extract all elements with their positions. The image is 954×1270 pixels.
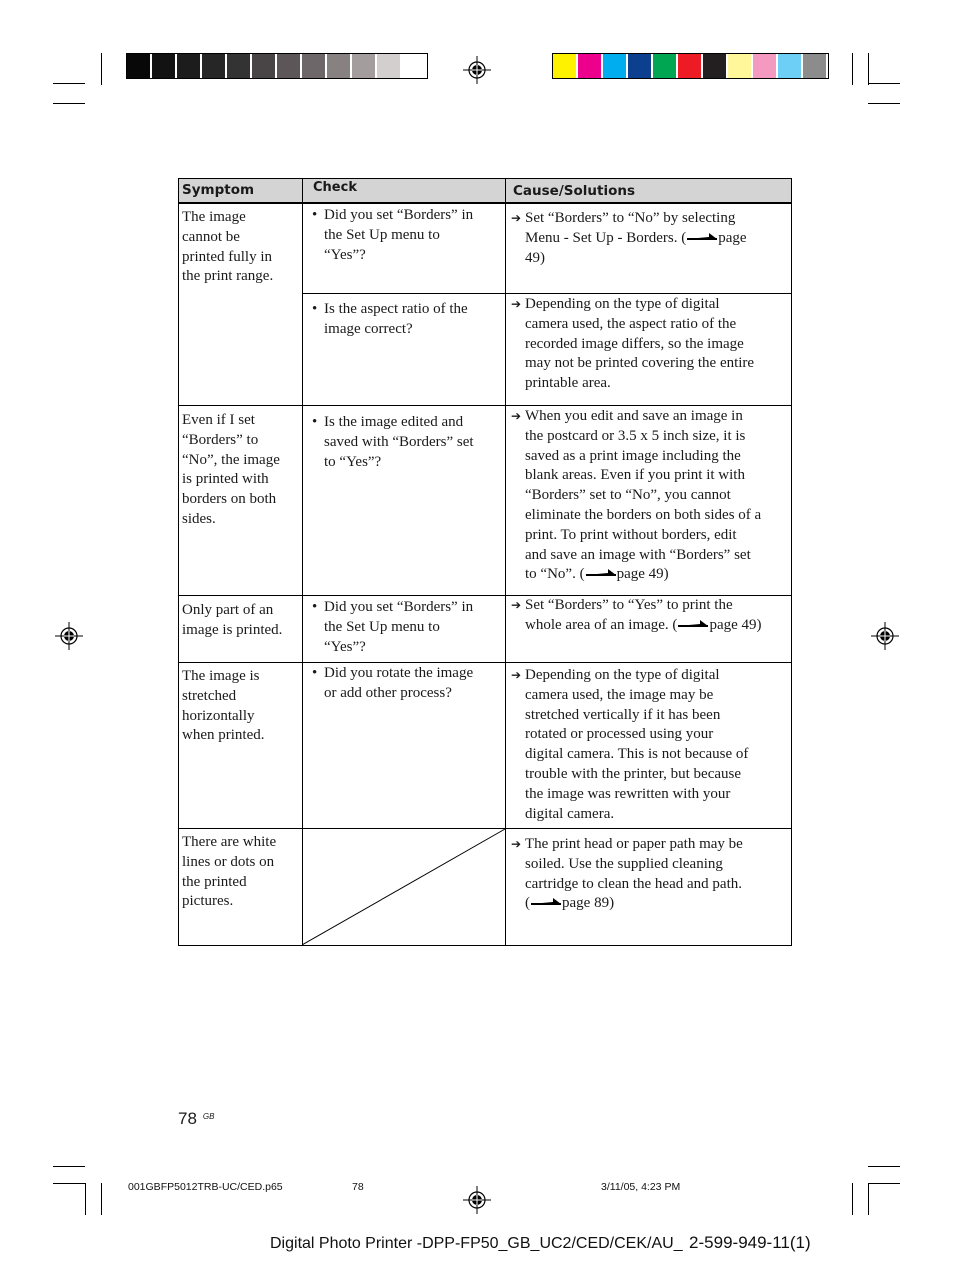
solution-line: the image was rewritten with your bbox=[525, 785, 731, 802]
registration-mark-icon bbox=[871, 622, 899, 650]
solution-line: blank areas. Even if you print it with bbox=[525, 467, 745, 484]
symptom-line: Even if I set bbox=[182, 412, 255, 428]
solution-line: may not be printed covering the entire bbox=[525, 355, 755, 372]
symptom-line: when printed. bbox=[182, 727, 265, 744]
solution-line: digital camera. This is not because of bbox=[525, 746, 749, 763]
arrow-right-icon: ➔ bbox=[511, 297, 522, 311]
color-bar-frame bbox=[552, 53, 829, 79]
bullet-icon: • bbox=[312, 414, 318, 430]
check-line: Is the aspect ratio of the bbox=[324, 301, 468, 317]
symptom-line: cannot be bbox=[182, 228, 240, 245]
check-line: to “Yes”? bbox=[324, 453, 382, 470]
solution-line: 49) bbox=[525, 249, 545, 266]
check-line: Did you set “Borders” in bbox=[324, 599, 474, 615]
symptom-cell bbox=[182, 667, 300, 746]
arrow-right-icon: ➔ bbox=[511, 837, 522, 851]
check-line: Did you set “Borders” in bbox=[324, 207, 474, 223]
page-ref-arrow-icon bbox=[687, 231, 717, 241]
symptom-line: Only part of an bbox=[182, 602, 274, 618]
product-footer bbox=[270, 1233, 811, 1253]
troubleshooting-table bbox=[178, 178, 792, 946]
registration-mark-icon bbox=[55, 622, 83, 650]
color-bar-frame bbox=[126, 53, 428, 79]
check-line: “Yes”? bbox=[324, 246, 366, 263]
solution-line: Set “Borders” to “No” by selecting bbox=[525, 210, 736, 226]
symptom-line: horizontally bbox=[182, 707, 255, 724]
solution-line: trouble with the printer, but because bbox=[525, 765, 741, 782]
solution-line: and save an image with “Borders” set bbox=[525, 546, 751, 563]
solution-line: Set “Borders” to “Yes” to print the bbox=[525, 597, 733, 613]
bullet-icon: • bbox=[312, 207, 318, 223]
solution-line: digital camera. bbox=[525, 805, 615, 822]
solution-line: “Borders” set to “No”, you cannot bbox=[525, 487, 731, 504]
symptom-line: “Borders” to bbox=[182, 431, 259, 448]
registration-mark-icon bbox=[463, 1186, 491, 1214]
check-line: Is the image edited and bbox=[324, 414, 464, 430]
check-line: image correct? bbox=[324, 320, 413, 337]
solution-item bbox=[511, 407, 789, 585]
arrow-right-icon: ➔ bbox=[511, 409, 522, 423]
check-line: the Set Up menu to bbox=[324, 226, 440, 243]
registration-mark-icon bbox=[463, 56, 491, 84]
page-ref-arrow-icon bbox=[678, 618, 708, 628]
slug-filename: 001GBFP5012TRB-UC/CED.p65 bbox=[128, 1181, 283, 1193]
bullet-icon: • bbox=[312, 301, 318, 317]
symptom-line: printed fully in bbox=[182, 248, 272, 265]
empty-cell-diagonal bbox=[302, 828, 506, 946]
solution-line: cartridge to clean the head and path. bbox=[525, 875, 742, 892]
symptom-line: The image bbox=[182, 209, 246, 225]
header-cause-solutions: Cause/Solutions bbox=[513, 183, 635, 199]
symptom-line: pictures. bbox=[182, 893, 234, 910]
solution-line: Menu - Set Up - Borders. ( page bbox=[525, 229, 747, 246]
symptom-line: lines or dots on bbox=[182, 853, 275, 870]
solution-line: ( page 89) bbox=[525, 895, 615, 912]
symptom-line: borders on both bbox=[182, 491, 277, 508]
check-line: Did you rotate the image bbox=[324, 665, 474, 681]
page-ref-arrow-icon bbox=[531, 896, 561, 906]
page-number-block bbox=[178, 1109, 214, 1129]
arrow-right-icon: ➔ bbox=[511, 668, 522, 682]
solution-line: camera used, the image may be bbox=[525, 686, 714, 703]
check-item bbox=[312, 206, 504, 265]
solution-item bbox=[511, 835, 789, 914]
solution-line: whole area of an image. ( page 49) bbox=[525, 616, 762, 633]
page-language: GB bbox=[202, 1112, 215, 1121]
header-check: Check bbox=[313, 180, 357, 195]
solution-line: Depending on the type of digital bbox=[525, 296, 720, 312]
solution-line: rotated or processed using your bbox=[525, 726, 714, 743]
slug-page: 78 bbox=[352, 1181, 364, 1193]
check-item bbox=[312, 664, 504, 704]
page-ref-arrow-icon bbox=[586, 567, 616, 577]
solution-line: eliminate the borders on both sides of a bbox=[525, 506, 762, 523]
check-item bbox=[312, 598, 504, 657]
solution-line: Depending on the type of digital bbox=[525, 667, 720, 683]
solution-line: print. To print without borders, edit bbox=[525, 526, 737, 543]
solution-line: The print head or paper path may be bbox=[525, 836, 743, 852]
check-item bbox=[312, 413, 504, 472]
bullet-icon: • bbox=[312, 665, 318, 681]
symptom-cell bbox=[182, 833, 300, 912]
solution-line: camera used, the aspect ratio of the bbox=[525, 315, 737, 332]
symptom-line: sides. bbox=[182, 510, 216, 527]
check-line: “Yes”? bbox=[324, 638, 366, 655]
solution-line: saved as a print image including the bbox=[525, 447, 741, 464]
product-code: 2-599-949-11(1) bbox=[689, 1233, 811, 1252]
solution-item bbox=[511, 666, 789, 824]
solution-item bbox=[511, 209, 789, 268]
symptom-cell bbox=[182, 601, 300, 641]
solution-item bbox=[511, 596, 789, 636]
product-model: Digital Photo Printer -DPP-FP50_GB_UC2/CED/CEK/AU_ bbox=[270, 1235, 683, 1252]
header-symptom: Symptom bbox=[182, 182, 255, 198]
solution-line: When you edit and save an image in bbox=[525, 408, 743, 424]
solution-item bbox=[511, 295, 789, 394]
symptom-line: “No”, the image bbox=[182, 451, 280, 468]
solution-line: printable area. bbox=[525, 375, 611, 392]
symptom-line: The image is bbox=[182, 668, 260, 684]
check-item bbox=[312, 300, 504, 340]
table-header bbox=[178, 178, 792, 204]
solution-line: to “No”. ( page 49) bbox=[525, 566, 669, 583]
symptom-line: There are white bbox=[182, 834, 277, 850]
slug-date: 3/11/05, 4:23 PM bbox=[601, 1181, 681, 1193]
arrow-right-icon: ➔ bbox=[511, 211, 522, 225]
symptom-cell bbox=[182, 411, 300, 530]
arrow-right-icon: ➔ bbox=[511, 598, 522, 612]
symptom-cell bbox=[182, 208, 300, 287]
symptom-line: stretched bbox=[182, 687, 237, 704]
symptom-line: image is printed. bbox=[182, 621, 283, 638]
solution-line: stretched vertically if it has been bbox=[525, 706, 721, 723]
symptom-line: is printed with bbox=[182, 471, 269, 488]
check-line: saved with “Borders” set bbox=[324, 433, 474, 450]
page-number: 78 bbox=[178, 1109, 197, 1128]
solution-line: soiled. Use the supplied cleaning bbox=[525, 855, 723, 872]
symptom-line: the print range. bbox=[182, 268, 274, 285]
symptom-line: the printed bbox=[182, 873, 247, 890]
check-line: the Set Up menu to bbox=[324, 618, 440, 635]
check-line: or add other process? bbox=[324, 684, 452, 701]
bullet-icon: • bbox=[312, 599, 318, 615]
solution-line: recorded image differs, so the image bbox=[525, 335, 744, 352]
solution-line: the postcard or 3.5 x 5 inch size, it is bbox=[525, 427, 746, 444]
